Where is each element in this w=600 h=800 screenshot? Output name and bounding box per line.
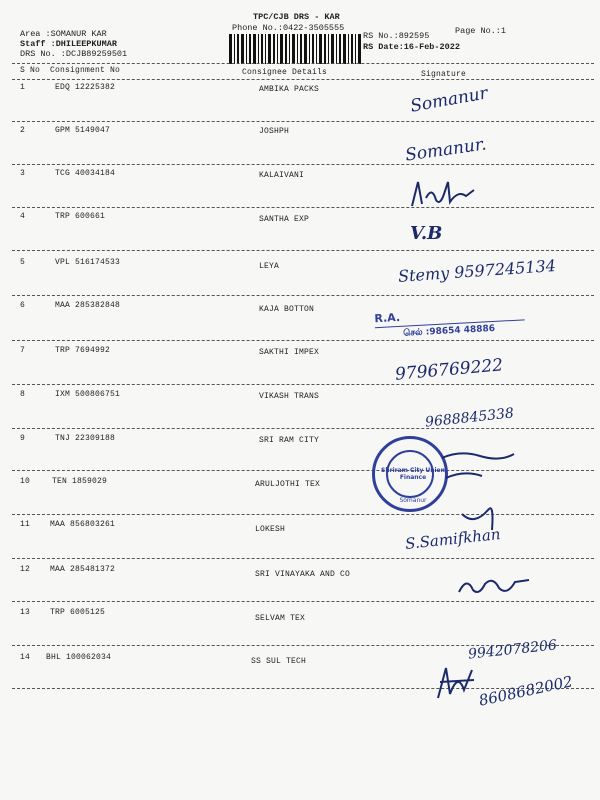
shop-stamp-name: R.A. — [374, 310, 401, 326]
row-consignee: VIKASH TRANS — [259, 392, 320, 401]
row-consignment: VPL 516174533 — [55, 258, 121, 267]
row-consignment: BHL 100062034 — [46, 653, 112, 662]
row-consignment: TRP 6005125 — [50, 608, 106, 617]
signature-row-14: 8608682002 — [477, 672, 575, 710]
phone-number: Phone No.:0422-3505555 — [232, 23, 345, 33]
row-consignee: SRI RAM CITY — [259, 436, 320, 445]
staff-label: Staff :DHILEEPKUMAR — [20, 39, 117, 49]
row-consignee: ARULJOTHI TEX — [255, 480, 321, 489]
shop-stamp-phone: செல் :98654 48886 — [402, 323, 496, 339]
col-header-consignment: Consignment No — [50, 66, 121, 75]
signature-row-2: Somanur. — [404, 134, 488, 166]
row-consignee: SANTHA EXP — [259, 215, 310, 224]
row-consignment: EDQ 12225382 — [55, 83, 116, 92]
area-label: Area :SOMANUR KAR — [20, 29, 107, 39]
row-sno: 14 — [20, 653, 31, 662]
row-consignee: SS SUL TECH — [251, 657, 307, 666]
signature-row-11: S.Samifkhan — [404, 525, 502, 553]
signature-row-5: Stemy 9597245134 — [397, 255, 557, 286]
row-consignee: KALAIVANI — [259, 171, 305, 180]
row-sno: 7 — [20, 346, 26, 355]
row-consignment: TEN 1859029 — [52, 477, 108, 486]
row-sno: 8 — [20, 390, 26, 399]
row-sno: 10 — [20, 477, 31, 486]
signature-row-8: 9688845338 — [424, 405, 515, 431]
document-title: TPC/CJB DRS - KAR — [253, 12, 340, 22]
finance-stamp-signature — [440, 450, 530, 540]
rs-date: RS Date:16-Feb-2022 — [363, 42, 460, 52]
row-consignment: TNJ 22309188 — [55, 434, 116, 443]
row-sno: 11 — [20, 520, 31, 529]
row-consignee: SAKTHI IMPEX — [259, 348, 320, 357]
row-consignment: MAA 856803261 — [50, 520, 116, 529]
col-header-consignee: Consignee Details — [242, 68, 328, 77]
page-number: Page No.:1 — [455, 26, 507, 36]
signature-row-13: 9942078206 — [467, 637, 558, 663]
drs-number: DRS No. :DCJB89259501 — [20, 49, 128, 59]
row-consignment: IXM 500806751 — [55, 390, 121, 399]
signature-row-1: Somanur — [408, 83, 490, 117]
row-consignee: SELVAM TEX — [255, 614, 306, 623]
row-sno: 6 — [20, 301, 26, 310]
row-consignment: TRP 600661 — [55, 212, 106, 221]
row-sno: 2 — [20, 126, 26, 135]
row-consignment: GPM 5149047 — [55, 126, 111, 135]
row-sno: 4 — [20, 212, 26, 221]
finance-stamp-text: Shriram City Union Finance — [381, 467, 445, 481]
signature-row-12-scribble — [455, 572, 535, 600]
row-consignee: LEYA — [259, 262, 280, 271]
signature-row-7: 9796769222 — [394, 355, 504, 385]
col-header-signature: Signature — [421, 70, 467, 79]
row-consignment: MAA 285481372 — [50, 565, 116, 574]
signature-row-3-scribble — [408, 176, 478, 210]
rs-number: RS No.:892595 — [363, 31, 430, 41]
row-sno: 12 — [20, 565, 31, 574]
row-consignment: MAA 285382848 — [55, 301, 121, 310]
row-consignee: JOSHPH — [259, 127, 290, 136]
row-consignee: SRI VINAYAKA AND CO — [255, 570, 351, 579]
row-consignee: KAJA BOTTON — [259, 305, 315, 314]
barcode — [229, 34, 361, 64]
finance-round-stamp — [372, 436, 448, 512]
row-sno: 3 — [20, 169, 26, 178]
row-sno: 13 — [20, 608, 31, 617]
row-consignment: TRP 7694992 — [55, 346, 111, 355]
row-consignment: TCG 40034184 — [55, 169, 116, 178]
row-consignee: LOKESH — [255, 525, 286, 534]
shop-stamp — [374, 304, 536, 352]
signature-row-4: V.B — [410, 223, 443, 244]
row-sno: 1 — [20, 83, 26, 92]
col-header-sno: S No — [20, 66, 41, 75]
finance-stamp-city: Somanur — [399, 497, 427, 504]
row-sno: 9 — [20, 434, 26, 443]
row-sno: 5 — [20, 258, 26, 267]
row-consignee: AMBIKA PACKS — [259, 85, 320, 94]
signature-row-14-scribble — [432, 662, 482, 702]
